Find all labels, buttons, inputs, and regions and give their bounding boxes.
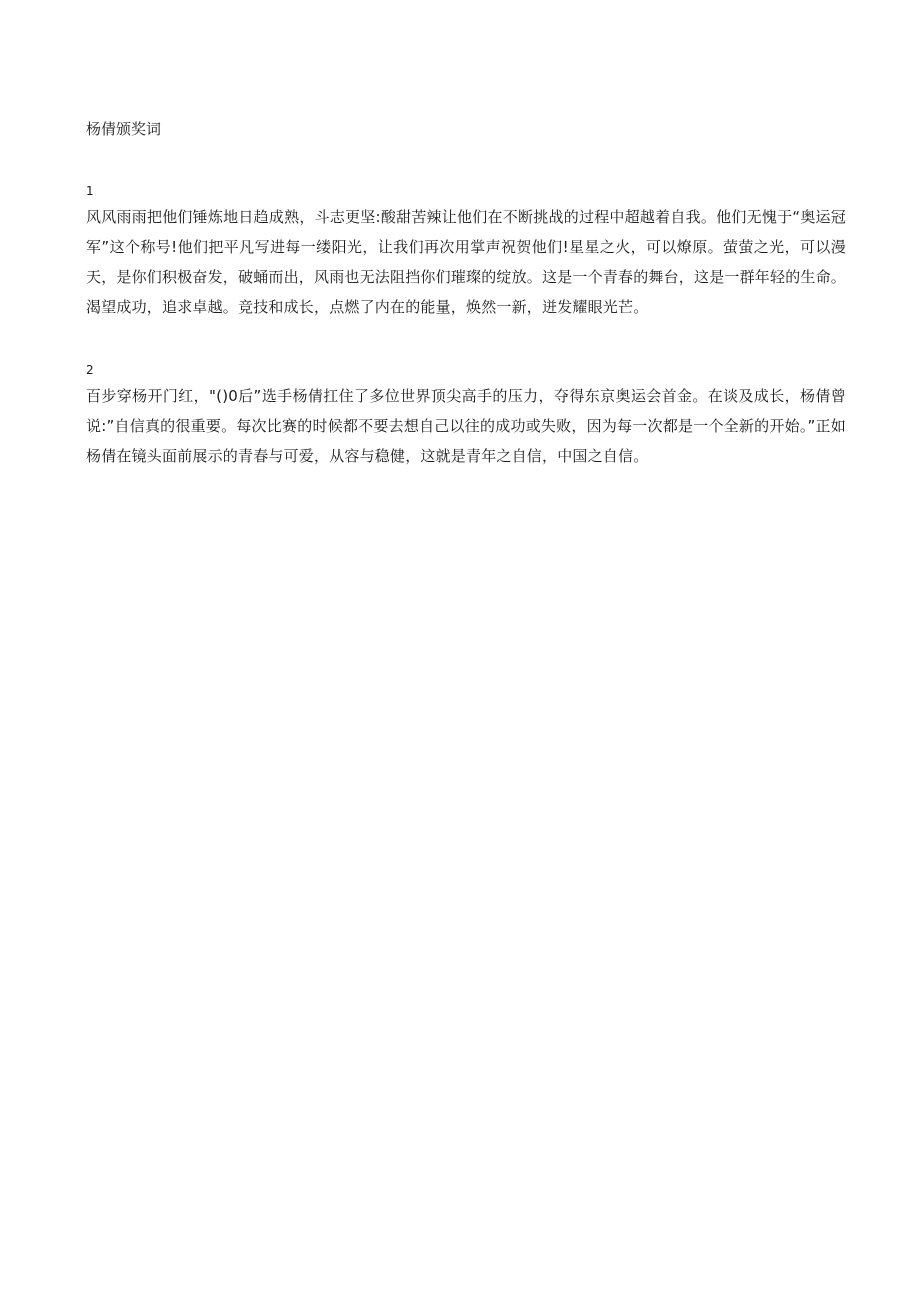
section-number: 2 [86,363,94,377]
section-paragraph: 风风雨雨把他们锤炼地日趋成熟，斗志更坚:酸甜苦辣让他们在不断挑战的过程中超越着自我。他们无愧于“奥运冠军”这个称号!他们把平凡写进每一缕阳光，让我们再次用掌声祝贺他们!星星之火，可以燎原。萤萤之光，可以漫天，是你们积极奋发，破蛹而出，风雨也无法阻挡你们璀璨的绽放。这是一个青春的舞台，这是一群年轻的生命。渴望成功，追求卓越。竞技和成长，点燃了内在的能量，焕然一新，迸发耀眼光芒。 [86,208,847,316]
paragraph-section-2 [86,361,846,471]
section-number: 1 [86,184,94,198]
document-title: 杨倩颁奖词 [86,120,162,138]
paragraph-section-1 [86,182,846,322]
section-paragraph: 百步穿杨开门红，"()0后”选手杨倩扛住了多位世界顶尖高手的压力，夺得东京奥运会首金。在谈及成长，杨倩曾说:”自信真的很重要。每次比赛的时候都不要去想自己以往的成功或失败，因为每一次都是一个全新的开始。”正如杨倩在镜头面前展示的青春与可爱，从容与稳健，这就是青年之自信，中国之自信。 [86,387,846,465]
